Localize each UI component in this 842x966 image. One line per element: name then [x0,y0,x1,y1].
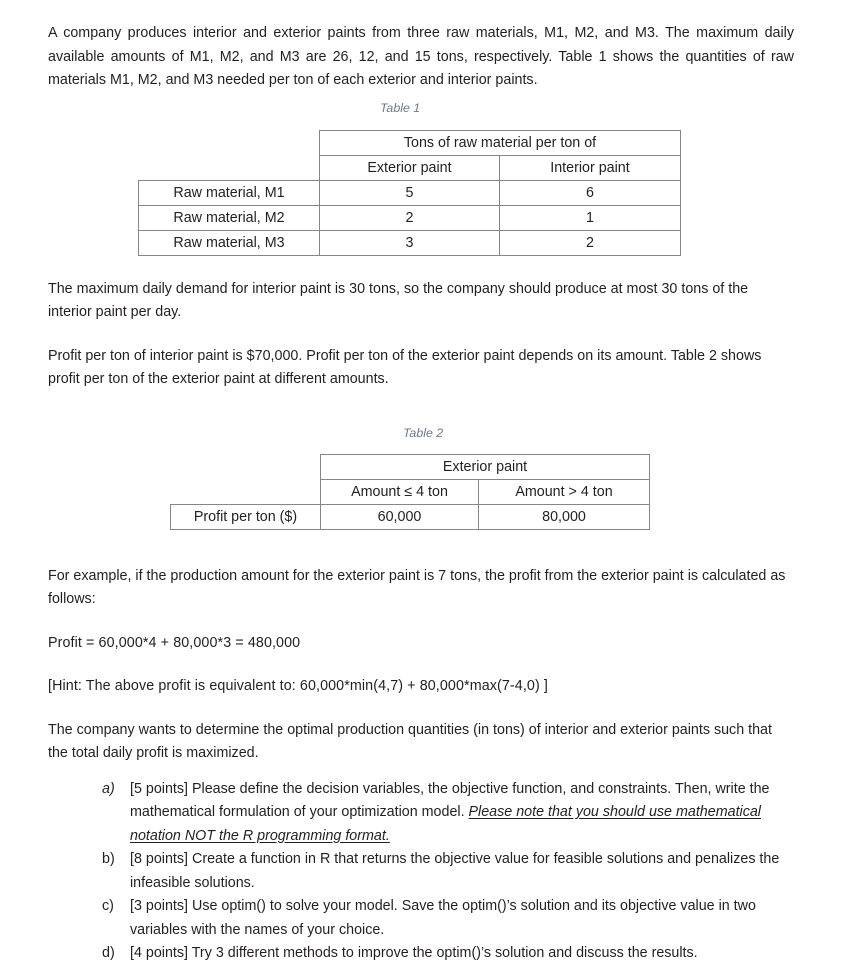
table1-row-label: Raw material, M2 [139,206,320,231]
table1-cell-interior: 6 [500,181,681,206]
table-row [139,231,681,256]
table1-header-row-2 [139,156,681,181]
demand-paragraph: The maximum daily demand for interior paint is 30 tons, so the company should produce at most 30 tons of the interior paint per day. [48,280,749,320]
question-marker-b: b) [102,851,115,867]
intro-paragraph: A company produces interior and exterior paints from three raw materials, M1, M2, and M3. The maximum daily available amounts of M1, M2, and M3 are 26, 12, and 15 tons, respectively. Table 1 shows the quantities of raw materials M1, M2, and M3 needed per ton of each exterior and interior paints. [48,25,794,88]
table2-header-gt4: Amount > 4 ton [479,480,650,505]
table1-header-row-1 [139,131,681,156]
hint-line: [Hint: The above profit is equivalent to: 60,000*min(4,7) + 80,000*max(7-4,0) ] [48,678,548,694]
question-text-a: [5 points] Please define the decision variables, the objective function, and constraints. Then, write the mathematical formulation of your optimization model. [130,780,770,820]
table1-row-label: Raw material, M3 [139,231,320,256]
question-emphasis-a: Please note that you should use mathematical notation NOT the R programming format. [130,804,761,844]
table1-corner-cell-2 [139,156,320,181]
question-text-b: [8 points] Create a function in R that returns the objective value for feasible solutions and penalizes the infeasible solutions. [130,851,780,891]
profit-intro-paragraph: Profit per ton of interior paint is $70,000. Profit per ton of the exterior paint depends on its amount. Table 2 shows profit per ton of the exterior paint at different amounts. [48,347,762,387]
table1-cell-interior: 2 [500,231,681,256]
table-row [139,206,681,231]
question-item-c [76,895,794,942]
table-row [171,505,650,530]
table2-cell-gt4: 80,000 [479,505,650,530]
table1-header-exterior: Exterior paint [320,156,500,181]
table2-cell-le4: 60,000 [321,505,479,530]
table1-row-label: Raw material, M1 [139,181,320,206]
table2-caption: Table 2 [403,426,444,440]
question-item-d [76,942,794,966]
table-row [139,181,681,206]
questions-list [48,778,794,966]
question-marker-a: a) [102,780,115,797]
table1-header-interior: Interior paint [500,156,681,181]
table1-caption: Table 1 [380,101,421,115]
table2-header-row-2 [171,480,650,505]
table1-spanning-header: Tons of raw material per ton of [320,131,681,156]
table1 [138,130,681,256]
question-item-a [76,778,794,849]
question-marker-c: c) [102,898,114,914]
table1-cell-exterior: 3 [320,231,500,256]
table1-cell-exterior: 5 [320,181,500,206]
profit-formula: Profit = 60,000*4 + 80,000*3 = 480,000 [48,634,301,651]
question-text-d: [4 points] Try 3 different methods to improve the optim()’s solution and discuss the results. [130,945,698,961]
table2 [170,454,650,530]
table2-corner-cell-2 [171,480,321,505]
question-marker-d: d) [102,945,115,961]
table2-header-le4: Amount ≤ 4 ton [321,480,479,505]
table2-corner-cell [171,455,321,480]
table2-row-label: Profit per ton ($) [171,505,321,530]
table2-spanning-header: Exterior paint [321,455,650,480]
goal-paragraph: The company wants to determine the optimal production quantities (in tons) of interior and exterior paints such that the total daily profit is maximized. [48,721,772,761]
table2-header-row-1 [171,455,650,480]
question-text-c: [3 points] Use optim() to solve your model. Save the optim()’s solution and its objective value in two variables with the names of your choice. [130,898,756,938]
question-item-b [76,848,794,895]
table1-cell-interior: 1 [500,206,681,231]
table1-corner-cell [139,131,320,156]
example-paragraph: For example, if the production amount for the exterior paint is 7 tons, the profit from the exterior paint is calculated as follows: [48,567,786,607]
table1-cell-exterior: 2 [320,206,500,231]
